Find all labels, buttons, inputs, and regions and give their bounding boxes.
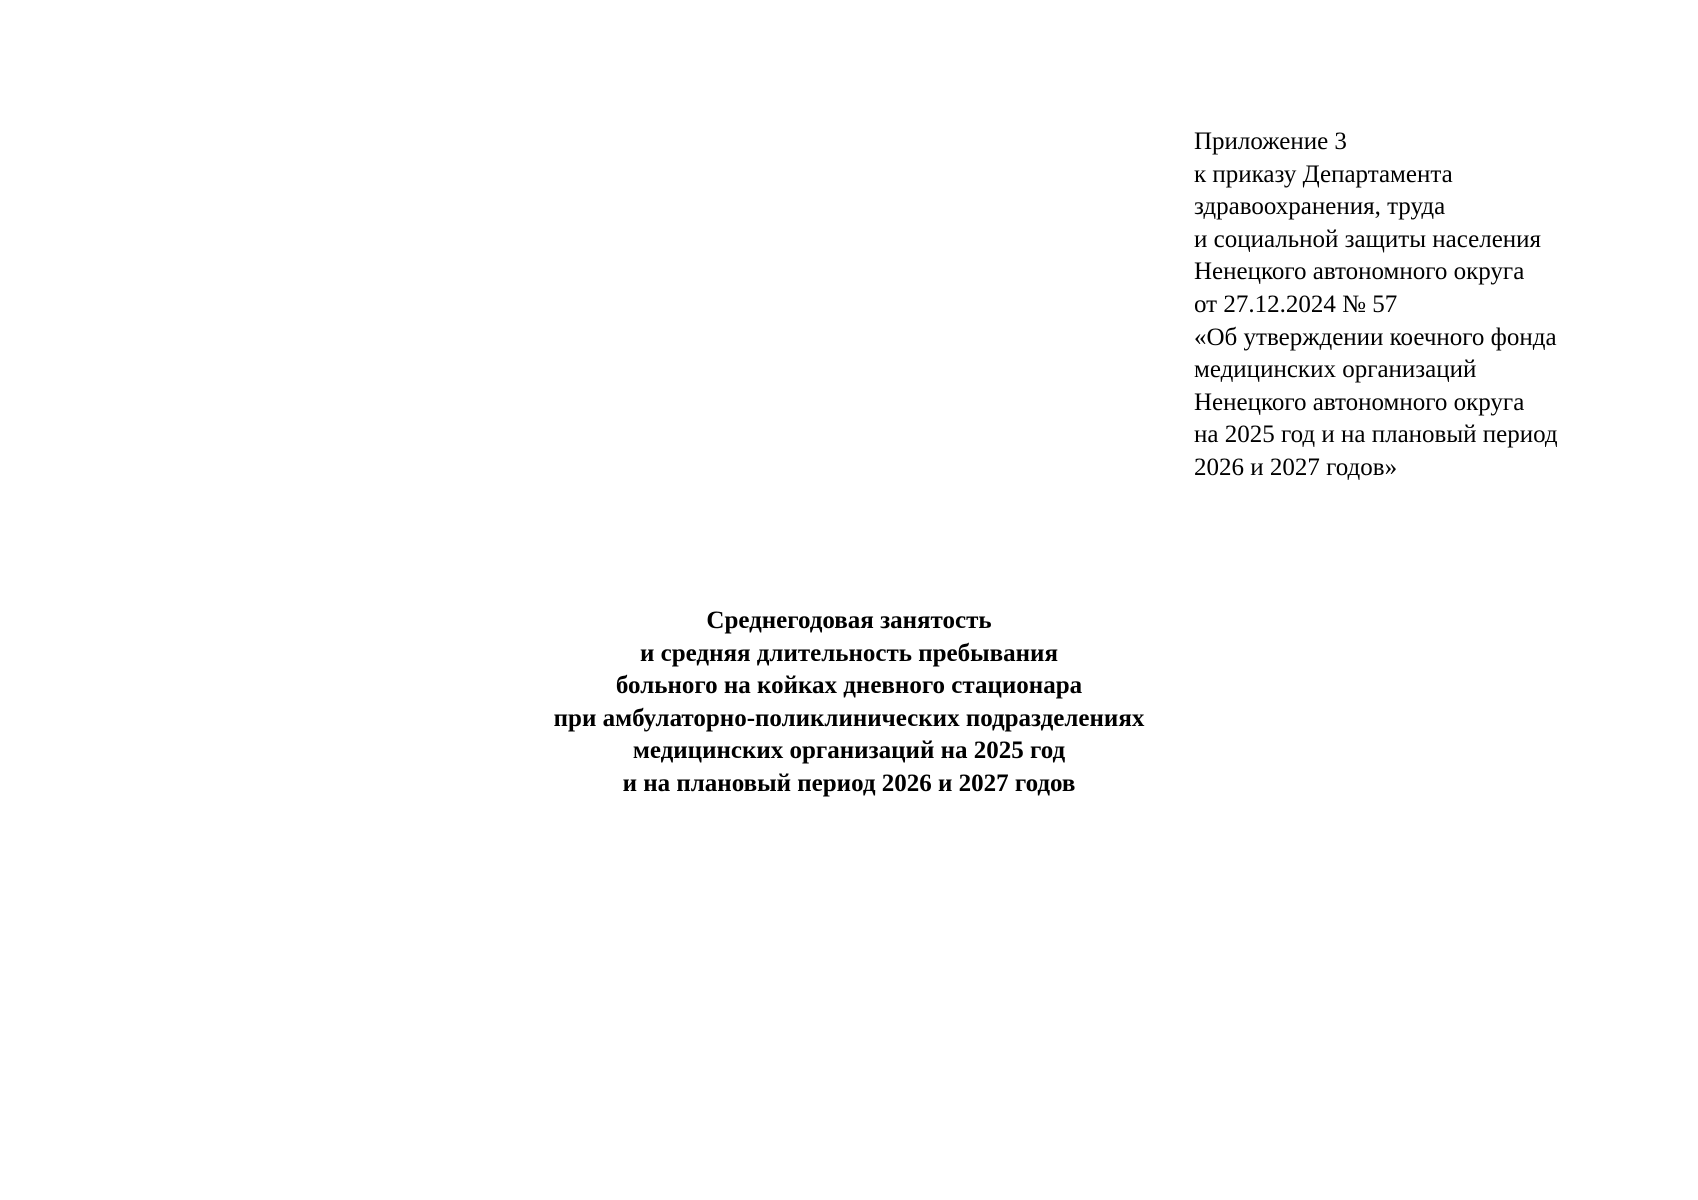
document-title bbox=[349, 605, 1349, 801]
title-line: медицинских организаций на 2025 год bbox=[632, 737, 1066, 765]
title-line: Среднегодовая занятость bbox=[706, 607, 992, 634]
annex-line: и социальной защиты населения bbox=[1194, 225, 1542, 253]
annex-line: здравоохранения, труда bbox=[1194, 193, 1446, 221]
title-line: и на плановый период 2026 и 2027 годов bbox=[622, 769, 1076, 797]
annex-line: от 27.12.2024 № 57 bbox=[1194, 290, 1398, 318]
title-line: при амбулаторно-поликлинических подразделениях bbox=[553, 704, 1145, 732]
annex-header-block bbox=[1194, 126, 1664, 485]
annex-line: на 2025 год и на плановый период bbox=[1194, 421, 1558, 449]
annex-line: Ненецкого автономного округа bbox=[1194, 258, 1525, 286]
annex-line: Ненецкого автономного округа bbox=[1194, 388, 1525, 416]
annex-line: «Об утверждении коечного фонда bbox=[1194, 323, 1557, 351]
annex-line: к приказу Департамента bbox=[1194, 160, 1453, 188]
annex-line: 2026 и 2027 годов» bbox=[1194, 453, 1398, 481]
annex-line: Приложение 3 bbox=[1194, 128, 1347, 155]
annex-line: медицинских организаций bbox=[1194, 356, 1477, 384]
title-line: больного на койках дневного стационара bbox=[615, 672, 1083, 700]
title-line: и средняя длительность пребывания bbox=[640, 639, 1058, 667]
